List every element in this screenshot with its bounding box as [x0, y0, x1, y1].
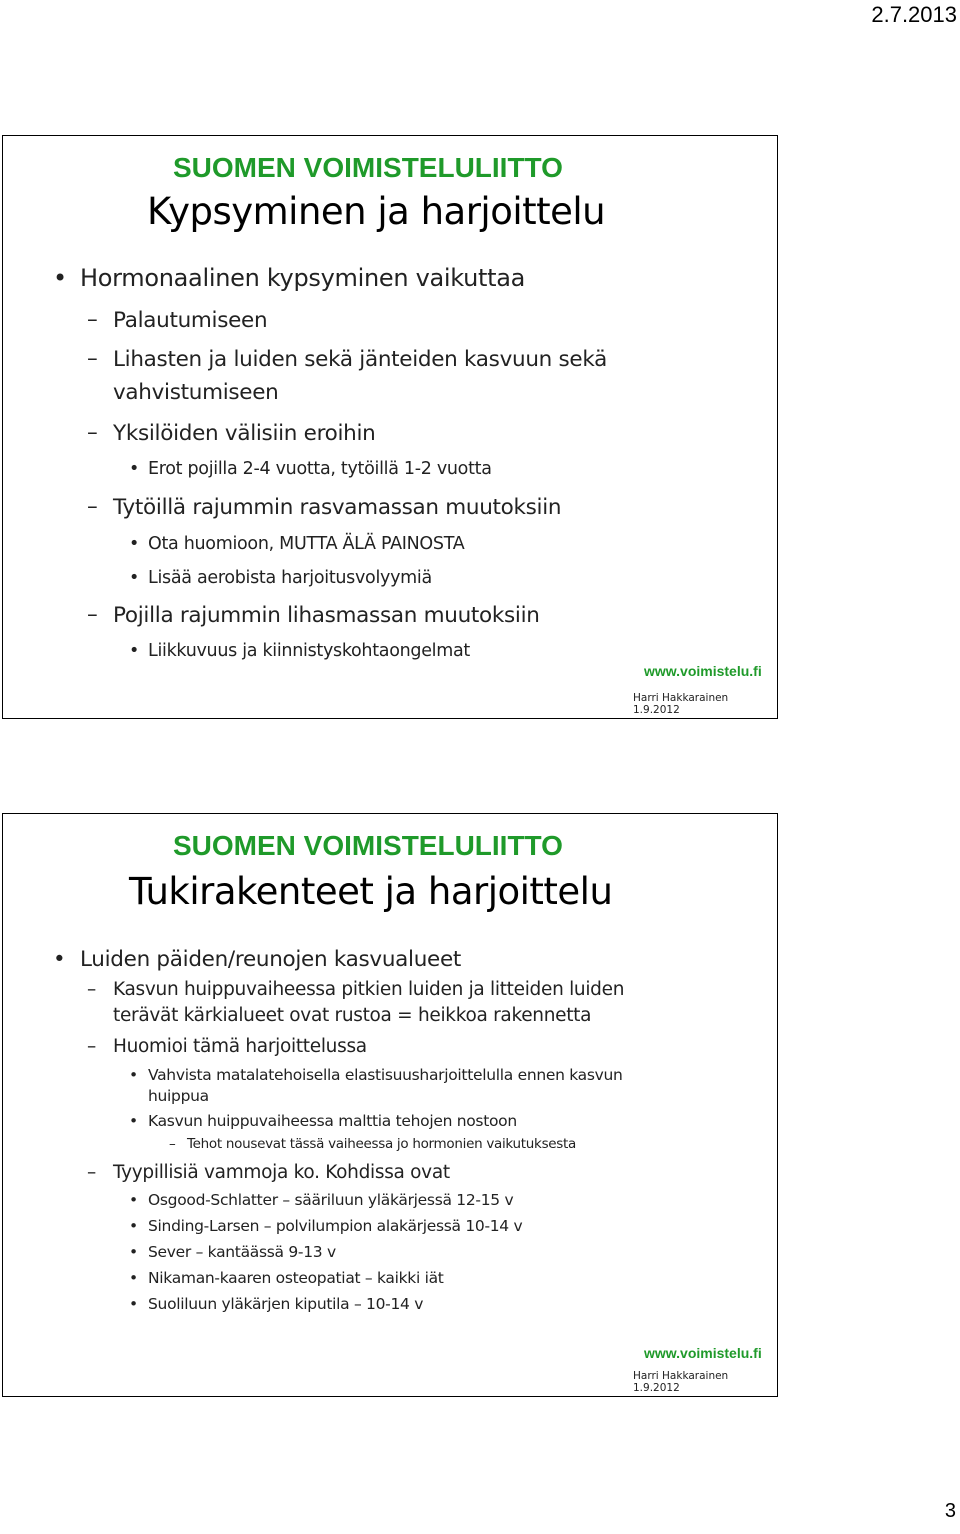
- bullet-level-1: Hormonaalinen kypsyminen vaikuttaa: [80, 264, 526, 292]
- bullet-marker: •: [129, 1191, 139, 1209]
- bullet-marker: •: [53, 264, 68, 292]
- bullet-marker: •: [53, 947, 66, 972]
- page-number: 3: [944, 1500, 956, 1522]
- dash-marker: –: [87, 494, 98, 519]
- bullet-level-3: Liikkuvuus ja kiinnistyskohtaongelmat: [148, 641, 470, 661]
- bullet-level-2: Kasvun huippuvaiheessa pitkien luiden ja litteiden luiden: [113, 979, 625, 1000]
- bullet-marker: •: [129, 1217, 139, 1235]
- author-date: Harri Hakkarainen 1.9.2012: [633, 692, 729, 716]
- slide-title: Tukirakenteet ja harjoittelu: [129, 870, 613, 913]
- dash-marker: –: [87, 979, 97, 1000]
- dash-marker: –: [87, 307, 98, 332]
- dash-marker: –: [87, 602, 98, 627]
- bullet-marker: •: [129, 459, 140, 479]
- slide-title: Kypsyminen ja harjoittelu: [147, 190, 606, 233]
- organization-name: SUOMEN VOIMISTELULIITTO: [173, 152, 563, 183]
- bullet-level-2: Pojilla rajummin lihasmassan muutoksiin: [113, 603, 540, 628]
- bullet-level-3: Lisää aerobista harjoitusvolyymiä: [148, 568, 432, 588]
- dash-marker: –: [87, 346, 98, 371]
- bullet-level-2-continued: vahvistumiseen: [113, 380, 279, 405]
- bullet-marker: •: [129, 641, 140, 661]
- dash-marker: –: [87, 1036, 97, 1057]
- bullet-level-2-continued: terävät kärkialueet ovat rustoa = heikkoa rakennetta: [113, 1005, 592, 1026]
- slide-2: [2, 813, 778, 1397]
- bullet-level-2: Tyypillisiä vammoja ko. Kohdissa ovat: [113, 1162, 450, 1183]
- slide-1: [2, 135, 778, 719]
- dash-marker: –: [87, 420, 98, 445]
- bullet-level-3: Sinding-Larsen – polvilumpion alakärjessä 10-14 v: [148, 1217, 523, 1235]
- dash-marker: –: [169, 1136, 176, 1152]
- bullet-level-3-continued: huippua: [148, 1087, 209, 1105]
- bullet-marker: •: [129, 1269, 139, 1287]
- bullet-level-2: Tytöillä rajummin rasvamassan muutoksiin: [113, 495, 562, 520]
- bullet-level-3: Suoliluun yläkärjen kiputila – 10-14 v: [148, 1295, 424, 1313]
- bullet-level-3: Sever – kantäässä 9-13 v: [148, 1243, 336, 1261]
- bullet-level-2: Lihasten ja luiden sekä jänteiden kasvuun sekä: [113, 347, 607, 372]
- website-link[interactable]: www.voimistelu.fi: [644, 1345, 762, 1361]
- bullet-level-2: Palautumiseen: [113, 308, 268, 333]
- bullet-marker: •: [129, 568, 140, 588]
- author-date: Harri Hakkarainen 1.9.2012: [633, 1370, 729, 1394]
- bullet-level-1: Luiden päiden/reunojen kasvualueet: [80, 947, 461, 972]
- bullet-level-3: Erot pojilla 2-4 vuotta, tytöillä 1-2 vuotta: [148, 459, 492, 479]
- bullet-marker: •: [129, 1243, 139, 1261]
- bullet-marker: •: [129, 1112, 139, 1130]
- bullet-marker: •: [129, 1066, 139, 1084]
- bullet-level-3: Osgood-Schlatter – sääriluun yläkärjessä 12-15 v: [148, 1191, 514, 1209]
- bullet-level-2: Yksilöiden välisiin eroihin: [113, 421, 376, 446]
- bullet-level-3: Kasvun huippuvaiheessa malttia tehojen nostoon: [148, 1112, 517, 1130]
- bullet-marker: •: [129, 534, 140, 554]
- organization-name: SUOMEN VOIMISTELULIITTO: [173, 830, 563, 861]
- website-link[interactable]: www.voimistelu.fi: [644, 663, 762, 679]
- bullet-level-3: Ota huomioon, MUTTA ÄLÄ PAINOSTA: [148, 534, 465, 554]
- bullet-level-2: Huomioi tämä harjoittelussa: [113, 1036, 367, 1057]
- bullet-level-4: Tehot nousevat tässä vaiheessa jo hormonien vaikutuksesta: [187, 1136, 577, 1152]
- dash-marker: –: [87, 1162, 97, 1183]
- bullet-marker: •: [129, 1295, 139, 1313]
- page-date: 2.7.2013: [871, 2, 957, 27]
- bullet-level-3: Nikaman-kaaren osteopatiat – kaikki iät: [148, 1269, 444, 1287]
- bullet-level-3: Vahvista matalatehoisella elastisuusharjoittelulla ennen kasvun: [148, 1066, 623, 1084]
